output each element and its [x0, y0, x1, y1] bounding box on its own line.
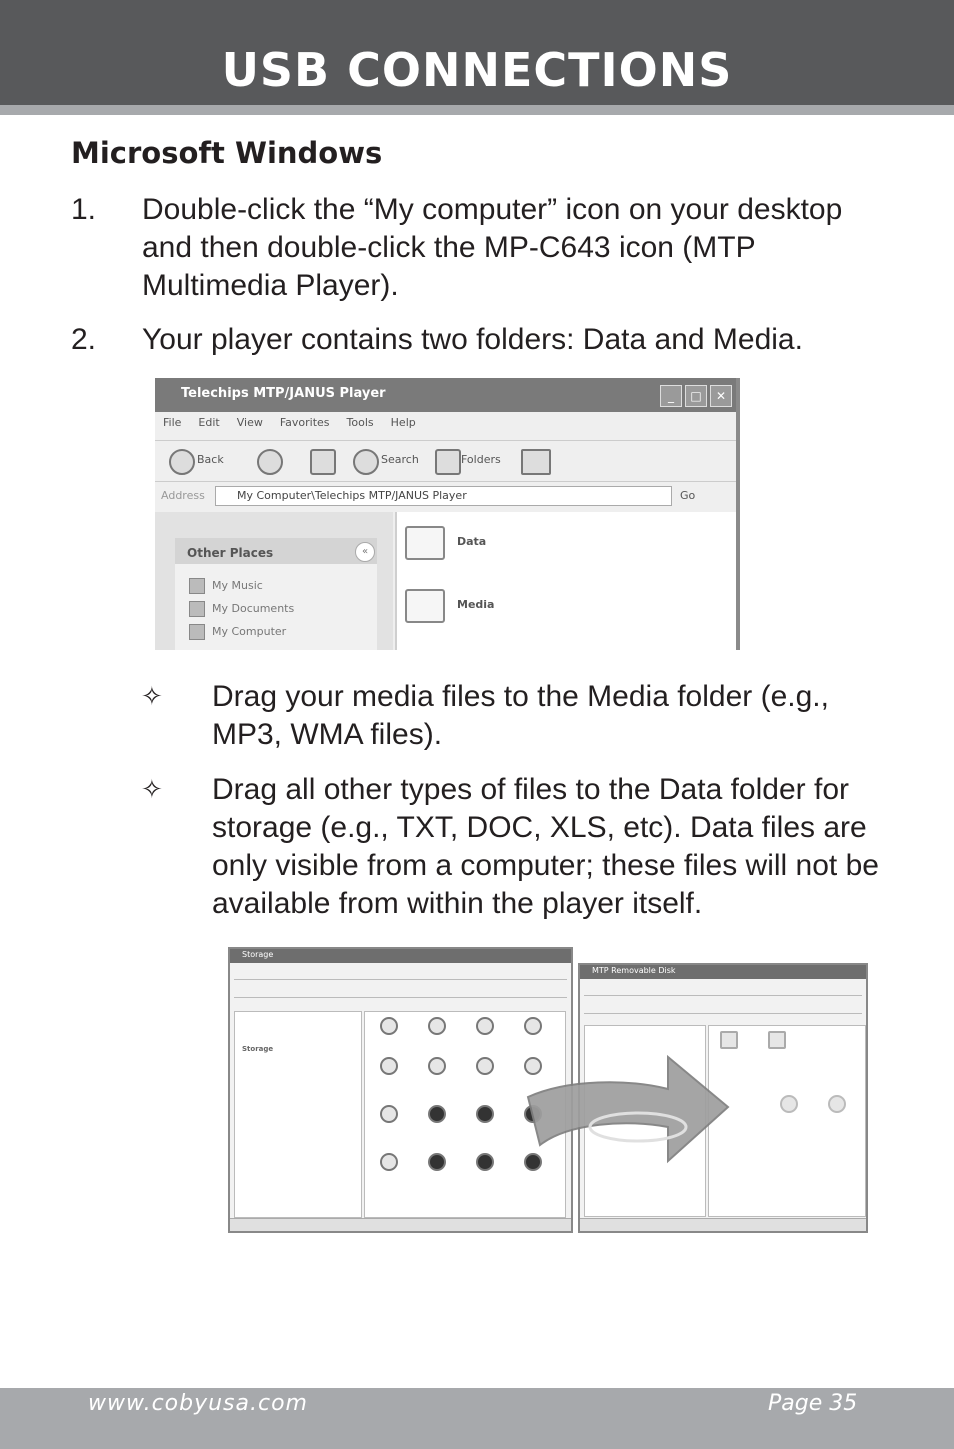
folders-icon [435, 449, 461, 475]
menu-favorites: Favorites [279, 416, 330, 429]
documents-folder-icon [189, 601, 205, 617]
header-stripe [0, 105, 954, 115]
go-label: Go [680, 489, 696, 502]
window-title: Telechips MTP/JANUS Player [181, 386, 386, 401]
views-icon [521, 449, 551, 475]
window-edge [736, 378, 740, 650]
menu-edit: Edit [198, 416, 220, 429]
search-label: Search [381, 453, 419, 466]
section-heading: Microsoft Windows [71, 136, 383, 170]
pane-title: Storage [242, 1045, 274, 1053]
step-text: Your player contains two folders: Data and Media. [142, 323, 803, 356]
menu-file: File [163, 416, 182, 429]
menu-help: Help [390, 416, 416, 429]
folder-data-label: Data [457, 535, 487, 548]
back-icon [169, 449, 195, 475]
address-value: My Computer\Telechips MTP/JANUS Player [237, 489, 467, 502]
bullet-text: Drag your media files to the Media folder (e.g., MP3, WMA files). [212, 680, 829, 751]
menu-view: View [236, 416, 263, 429]
address-bar [155, 484, 740, 508]
explorer-screenshot [155, 378, 740, 650]
bullet-2 [141, 771, 901, 926]
file-view [395, 512, 738, 650]
folder-icon [405, 526, 445, 560]
toolbar [155, 440, 740, 482]
page-title: USB CONNECTIONS [221, 43, 733, 97]
menu-tools: Tools [346, 416, 374, 429]
bullet-1 [141, 678, 901, 758]
folder-icon [405, 589, 445, 623]
step-1 [71, 191, 871, 306]
up-folder-icon [310, 449, 336, 475]
drag-arrow [228, 947, 868, 1235]
search-icon [353, 449, 379, 475]
footer-url: www.cobyusa.com [88, 1391, 308, 1416]
other-places-title: Other Places [187, 546, 274, 560]
step-number: 1. [71, 193, 97, 226]
folders-label: Folders [461, 453, 501, 466]
close-icon: ✕ [710, 385, 732, 407]
minimize-icon: _ [660, 385, 682, 407]
back-label: Back [197, 453, 224, 466]
place-my-music: My Music [212, 579, 263, 592]
step-text: Double-click the “My computer” icon on your desktop and then double-click the MP-C643 icon (MTP Multimedia Player). [142, 193, 843, 302]
window-title: MTP Removable Disk [592, 966, 676, 975]
place-my-documents: My Documents [212, 602, 295, 615]
place-my-computer: My Computer [212, 625, 287, 638]
collapse-icon: « [355, 542, 375, 562]
drag-files-screenshot [228, 947, 868, 1235]
step-number: 2. [71, 323, 97, 356]
menu-bar [163, 416, 416, 429]
bullet-text: Drag all other types of files to the Data folder for storage (e.g., TXT, DOC, XLS, etc). Data files are only visible from a computer; these files will not be available from within the player itself. [212, 773, 879, 920]
computer-icon [189, 624, 205, 640]
address-label: Address [161, 489, 205, 502]
sparkle-icon: ✧ [141, 775, 163, 805]
page-number: Page 35 [768, 1391, 858, 1416]
window-title: Storage [242, 950, 274, 959]
step-2 [71, 321, 871, 361]
sparkle-icon: ✧ [141, 682, 163, 712]
maximize-icon: □ [685, 385, 707, 407]
folder-media-label: Media [457, 598, 495, 611]
arrow-icon [528, 1057, 728, 1161]
music-folder-icon [189, 578, 205, 594]
window-controls [660, 385, 732, 407]
forward-icon [257, 449, 283, 475]
